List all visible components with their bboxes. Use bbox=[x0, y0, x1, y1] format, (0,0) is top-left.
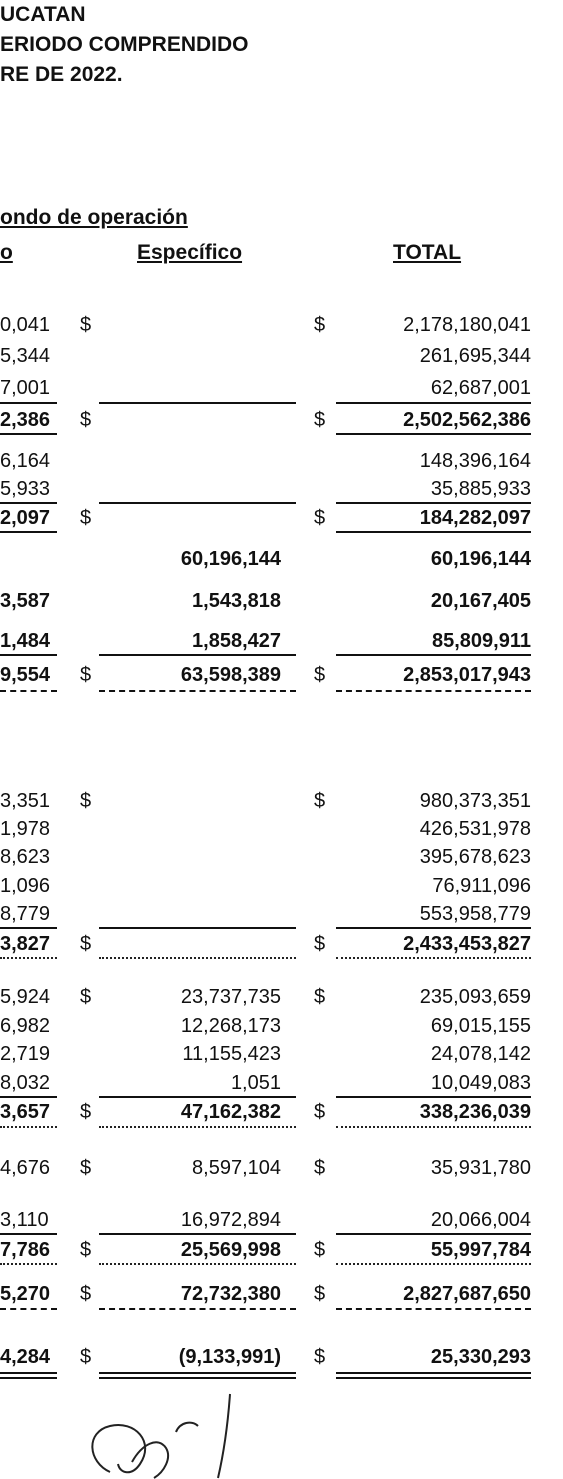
cell-total: 2,433,453,827 bbox=[403, 933, 531, 955]
cell-total: 553,958,779 bbox=[419, 903, 531, 925]
cell-total: 2,502,562,386 bbox=[403, 409, 531, 431]
total-dashed-rule bbox=[336, 1308, 531, 1310]
cell-especifico: 72,732,380 bbox=[180, 1283, 281, 1305]
report-title-line-2: ERIODO COMPRENDIDO bbox=[0, 33, 249, 56]
subtotal-dotted-rule bbox=[336, 1126, 531, 1128]
cell-total: 25,330,293 bbox=[430, 1346, 531, 1368]
cell-a: 5,344 bbox=[0, 345, 51, 367]
column-group-title: ondo de operación bbox=[0, 206, 188, 229]
currency-sign: $ bbox=[80, 1101, 92, 1123]
currency-sign: $ bbox=[80, 409, 92, 431]
subtotal-rule bbox=[99, 502, 296, 504]
handwritten-signature bbox=[80, 1392, 250, 1479]
total-dashed-rule bbox=[336, 690, 531, 692]
subtotal-underline bbox=[336, 433, 531, 435]
cell-total: 69,015,155 bbox=[430, 1015, 531, 1037]
currency-sign: $ bbox=[314, 1346, 326, 1368]
currency-sign: $ bbox=[80, 1157, 92, 1179]
total-dashed-rule bbox=[99, 690, 296, 692]
subtotal-dotted-rule bbox=[99, 957, 296, 959]
cell-total: 338,236,039 bbox=[419, 1101, 531, 1123]
currency-sign: $ bbox=[80, 1283, 92, 1305]
cell-a: 7,786 bbox=[0, 1239, 51, 1261]
subtotal-rule bbox=[99, 402, 296, 404]
currency-sign: $ bbox=[314, 790, 326, 812]
cell-a: 3,110 bbox=[0, 1209, 49, 1231]
cell-a: 1,484 bbox=[0, 630, 51, 652]
currency-sign: $ bbox=[80, 1346, 92, 1368]
cell-total: 980,373,351 bbox=[419, 790, 531, 812]
currency-sign: $ bbox=[314, 409, 326, 431]
currency-sign: $ bbox=[80, 314, 92, 336]
cell-especifico: 12,268,173 bbox=[180, 1015, 281, 1037]
cell-a: 3,827 bbox=[0, 933, 51, 955]
cell-total: 35,931,780 bbox=[430, 1157, 531, 1179]
report-title-line-3: RE DE 2022. bbox=[0, 63, 123, 86]
column-header-a: o bbox=[0, 241, 13, 264]
cell-a: 3,351 bbox=[0, 790, 51, 812]
currency-sign: $ bbox=[80, 507, 92, 529]
subtotal-rule bbox=[336, 1233, 531, 1235]
cell-especifico: 8,597,104 bbox=[192, 1157, 281, 1179]
cell-especifico: (9,133,991) bbox=[178, 1346, 281, 1368]
total-rule bbox=[336, 654, 531, 656]
subtotal-rule bbox=[0, 502, 57, 504]
subtotal-rule bbox=[336, 402, 531, 404]
cell-a: 8,623 bbox=[0, 846, 51, 868]
subtotal-dotted-rule bbox=[99, 1126, 296, 1128]
total-dashed-rule bbox=[0, 690, 57, 692]
cell-a: 3,587 bbox=[0, 590, 51, 612]
cell-a: 8,779 bbox=[0, 903, 51, 925]
subtotal-rule bbox=[99, 927, 296, 929]
cell-total: 395,678,623 bbox=[419, 846, 531, 868]
cell-a: 7,001 bbox=[0, 377, 51, 399]
currency-sign: $ bbox=[314, 986, 326, 1008]
currency-sign: $ bbox=[314, 1157, 326, 1179]
currency-sign: $ bbox=[80, 1239, 92, 1261]
cell-total: 85,809,911 bbox=[432, 630, 531, 652]
subtotal-underline bbox=[336, 531, 531, 533]
cell-total: 235,093,659 bbox=[419, 986, 531, 1008]
subtotal-rule bbox=[99, 1233, 296, 1235]
cell-a: 8,032 bbox=[0, 1072, 51, 1094]
subtotal-underline bbox=[0, 433, 57, 435]
subtotal-underline bbox=[0, 531, 57, 533]
cell-a: 2,386 bbox=[0, 409, 51, 431]
currency-sign: $ bbox=[314, 1239, 326, 1261]
total-rule bbox=[0, 654, 57, 656]
currency-sign: $ bbox=[314, 933, 326, 955]
currency-sign: $ bbox=[314, 507, 326, 529]
cell-total: 55,997,784 bbox=[430, 1239, 531, 1261]
cell-a: 4,284 bbox=[0, 1346, 51, 1368]
cell-total: 20,167,405 bbox=[430, 590, 531, 612]
cell-a: 5,270 bbox=[0, 1283, 51, 1305]
cell-especifico: 63,598,389 bbox=[180, 664, 281, 686]
cell-a: 5,924 bbox=[0, 986, 51, 1008]
cell-total: 2,178,180,041 bbox=[403, 314, 531, 336]
cell-total: 10,049,083 bbox=[430, 1072, 531, 1094]
subtotal-rule bbox=[0, 1233, 57, 1235]
currency-sign: $ bbox=[314, 1101, 326, 1123]
subtotal-rule bbox=[336, 502, 531, 504]
cell-total: 2,827,687,650 bbox=[403, 1283, 531, 1305]
subtotal-dotted-rule bbox=[99, 1263, 296, 1265]
cell-total: 60,196,144 bbox=[430, 548, 531, 570]
cell-a: 5,933 bbox=[0, 478, 51, 500]
subtotal-rule bbox=[99, 1096, 296, 1098]
result-double-rule bbox=[336, 1372, 531, 1379]
cell-total: 261,695,344 bbox=[419, 345, 531, 367]
cell-total: 20,066,004 bbox=[430, 1209, 531, 1231]
subtotal-dotted-rule bbox=[0, 957, 57, 959]
cell-especifico: 1,543,818 bbox=[192, 590, 281, 612]
cell-a: 0,041 bbox=[0, 314, 51, 336]
subtotal-rule bbox=[0, 1096, 57, 1098]
cell-especifico: 1,051 bbox=[230, 1072, 281, 1094]
cell-especifico: 25,569,998 bbox=[180, 1239, 281, 1261]
cell-total: 62,687,001 bbox=[430, 377, 531, 399]
column-header-especifico: Específico bbox=[137, 241, 243, 264]
cell-especifico: 23,737,735 bbox=[180, 986, 281, 1008]
subtotal-dotted-rule bbox=[336, 957, 531, 959]
result-double-rule bbox=[0, 1372, 57, 1379]
cell-a: 9,554 bbox=[0, 664, 51, 686]
cell-a: 1,096 bbox=[0, 875, 51, 897]
cell-a: 2,097 bbox=[0, 507, 51, 529]
currency-sign: $ bbox=[80, 664, 92, 686]
subtotal-dotted-rule bbox=[0, 1263, 57, 1265]
cell-especifico: 60,196,144 bbox=[180, 548, 281, 570]
total-dashed-rule bbox=[0, 1308, 57, 1310]
cell-total: 2,853,017,943 bbox=[403, 664, 531, 686]
cell-total: 184,282,097 bbox=[419, 507, 531, 529]
currency-sign: $ bbox=[314, 314, 326, 336]
cell-total: 24,078,142 bbox=[430, 1043, 531, 1065]
cell-a: 6,164 bbox=[0, 450, 51, 472]
cell-especifico: 16,972,894 bbox=[180, 1209, 281, 1231]
total-dashed-rule bbox=[99, 1308, 296, 1310]
cell-total: 76,911,096 bbox=[432, 875, 531, 897]
cell-total: 426,531,978 bbox=[419, 818, 531, 840]
subtotal-rule bbox=[336, 927, 531, 929]
currency-sign: $ bbox=[80, 986, 92, 1008]
cell-a: 3,657 bbox=[0, 1101, 51, 1123]
cell-a: 2,719 bbox=[0, 1043, 51, 1065]
report-title-line-1: UCATAN bbox=[0, 3, 86, 26]
cell-especifico: 47,162,382 bbox=[180, 1101, 281, 1123]
currency-sign: $ bbox=[314, 1283, 326, 1305]
cell-a: 1,978 bbox=[0, 818, 51, 840]
subtotal-rule bbox=[0, 927, 57, 929]
result-double-rule bbox=[99, 1372, 296, 1379]
cell-especifico: 11,155,423 bbox=[182, 1043, 281, 1065]
cell-total: 148,396,164 bbox=[419, 450, 531, 472]
subtotal-dotted-rule bbox=[336, 1263, 531, 1265]
column-header-total: TOTAL bbox=[393, 241, 462, 264]
currency-sign: $ bbox=[80, 790, 92, 812]
cell-especifico: 1,858,427 bbox=[192, 630, 281, 652]
cell-total: 35,885,933 bbox=[430, 478, 531, 500]
cell-a: 6,982 bbox=[0, 1015, 51, 1037]
subtotal-dotted-rule bbox=[0, 1126, 57, 1128]
subtotal-rule bbox=[336, 1096, 531, 1098]
subtotal-rule bbox=[0, 402, 57, 404]
cell-a: 4,676 bbox=[0, 1157, 51, 1179]
currency-sign: $ bbox=[80, 933, 92, 955]
currency-sign: $ bbox=[314, 664, 326, 686]
total-rule bbox=[99, 654, 296, 656]
